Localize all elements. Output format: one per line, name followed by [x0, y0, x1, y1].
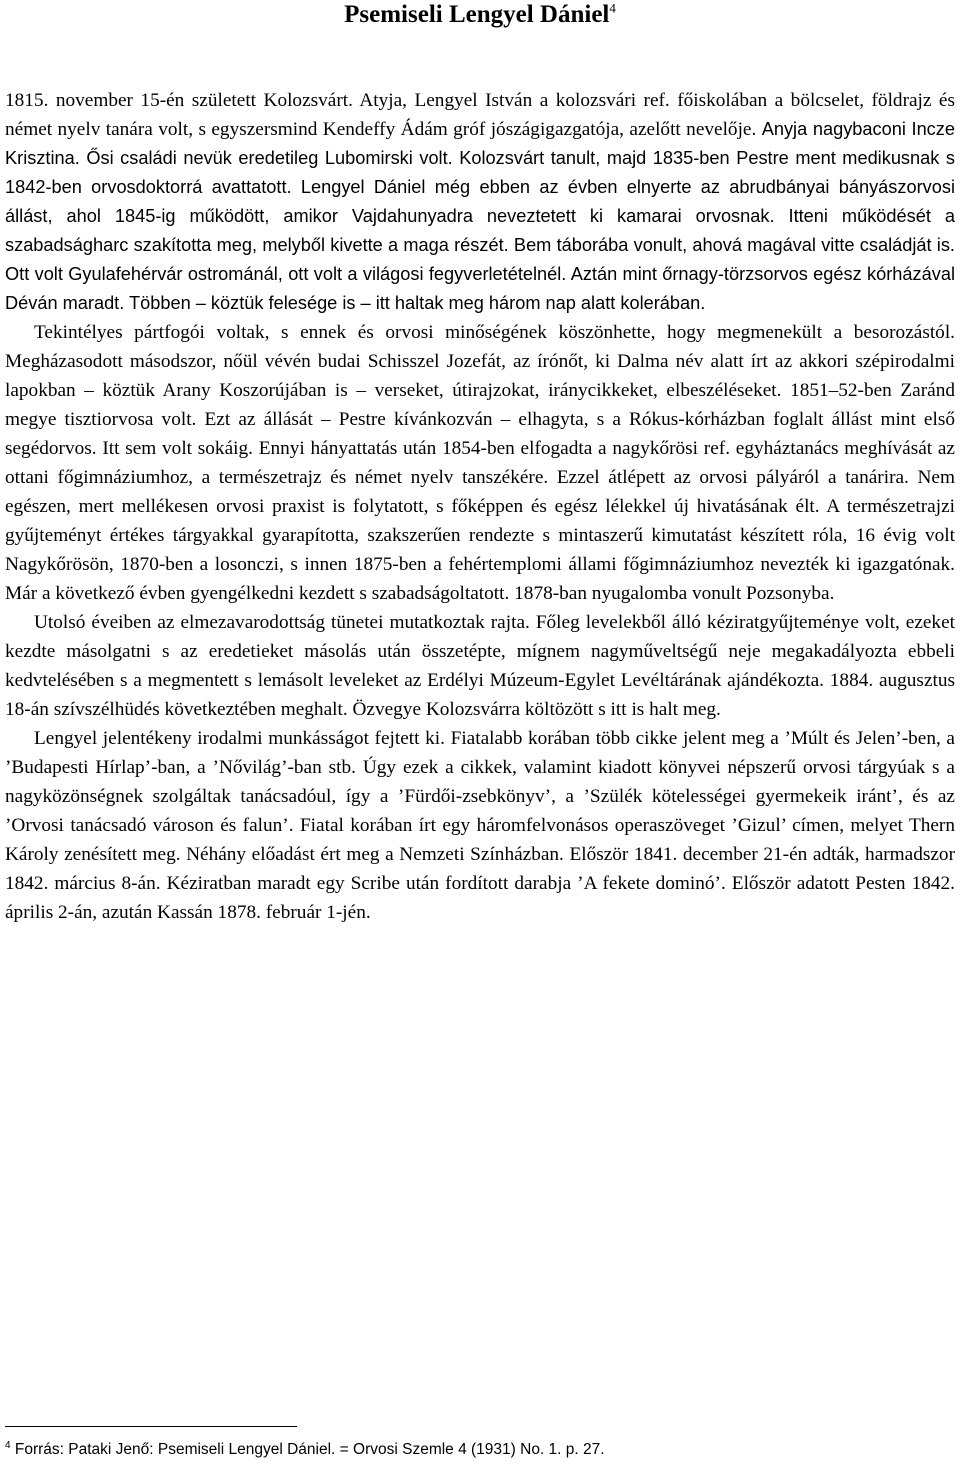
paragraph-literary-work	[5, 724, 955, 927]
paragraph-marriage-and-teaching	[5, 318, 955, 608]
paragraph-segment: Lengyel jelentékeny irodalmi munkásságot fejtett ki. Fiatalabb korában több cikke jelent meg a ’Múlt és Jelen’-ben, a ’Budapesti Hírlap’-ban, a ’Nővilág’-ban stb. Úgy ezek a cikkek, valamint kiadott könyvei népszerű orvosi tárgyúak s a nagyközönségnek szolgáltak tanácsadóul, így a ’Fürdői-zsebkönyv’, a ’Szülék kötelességei gyermekeik iránt’, és az ’Orvosi tanácsadó városon és falun’. Fiatal korában írt egy háromfelvonásos operaszöveget ’Gizul’ címen, melyet Thern Károly zenésített meg. Néhány előadást ért meg a Nemzeti Színházban. Először 1841. december 21-én adták, harmadszor 1842. március 8-án. Kéziratban maradt egy Scribe után fordított darabja ’A fekete dominó’. Először adatott Pesten 1842. április 2-án, azután Kassán 1878. február 1-jén.	[5, 728, 955, 923]
paragraph-last-years	[5, 608, 955, 724]
paragraph-segment: Tekintélyes pártfogói voltak, s ennek és orvosi minőségének köszönhette, hogy megmenekült a besorozástól. Megházasodott másodszor, nőül vévén budai Schisszel Jozefát, az írónőt, ki Dalma név alatt írt az akkori szépirodalmi lapokban – köztük Arany Koszorújában is – verseket, útirajzokat, iránycikkeket, elbeszéléseket. 1851–52-ben Zaránd megye tisztiorvosa volt. Ezt az állását – Pestre kívánkozván – elhagyta, s a Rókus-kórházban foglalt állást mint első segédorvos. Itt sem volt sokáig. Ennyi hányattatás után 1854-ben elfogadta a nagykőrösi ref. egyháztanács meghívását az ottani főgimnáziumhoz, a természetrajz és német nyelv tanszékére. Ezzel átlépett az orvosi pályáról a tanárira. Nem egészen, mert mellékesen orvosi praxist is folytatott, s főképpen és egész lélekkel új hivatásának élt. A természetrajzi gyűjteményt értékes tárgyakkal gyarapította, szakszerűen rendezte s mintaszerű kimutatást készített róla, 16 évig volt Nagykőrösön, 1870-ben a losonczi, s innen 1875-ben a fehértemplomi állami főgimnáziumhoz nevezték ki igazgatónak. Már a következő évben gyengélkedni kezdett s szabadságoltatott. 1878-ban nyugalomba vonult Pozsonyba.	[5, 322, 955, 604]
footnote-text: Forrás: Pataki Jenő: Psemiseli Lengyel Dániel. = Orvosi Szemle 4 (1931) No. 1. p. 27.	[10, 1441, 605, 1458]
paragraph-segment: Utolsó éveiben az elmezavarodottság tünetei mutatkoztak rajta. Főleg levelekből álló kéziratgyűjteménye volt, ezeket kezdte másolgatni s az eredetieket másolás után összetépte, mígnem nagyműveltségű neje megakadályozta ebbeli kedvtelésében s a megmentett s lemásolt leveleket az Erdélyi Múzeum-Egylet Levéltárának ajándékozta. 1884. augusztus 18-án szívszélhüdés következtében meghalt. Özvegye Kolozsvárra költözött s itt is halt meg.	[5, 612, 955, 720]
title-footnote-mark: 4	[609, 0, 616, 16]
paragraph-birth-and-career	[5, 86, 955, 318]
paragraph-segment: Anyja nagybaconi Incze Krisztina. Ősi családi nevük eredetileg Lubomirski volt. Kolozsvárt tanult, majd 1835-ben Pestre ment medikusnak s 1842-ben orvosdoktorrá avattatott. Lengyel Dániel még ebben az évben elnyerte az abrudbányai bányászorvosi állást, ahol 1845-ig működött, amikor Vajdahunyadra neveztetett ki kamarai orvosnak. Itteni működését a szabadságharc szakította meg, melyből kivette a maga részét. Bem táborába vonult, ahová magával vitte családját is. Ott volt Gyulafehérvár ostrománál, ott volt a világosi fegyverletételnél. Aztán mint őrnagy-törzsorvos egész kórházával Déván maradt. Többen – köztük felesége is – itt haltak meg három nap alatt kolerában.	[5, 119, 955, 313]
page-title	[0, 0, 960, 30]
title-text: Psemiseli Lengyel Dániel	[344, 1, 610, 28]
paragraph-segment: 1815. november 15-én született Kolozsvárt. Atyja, Lengyel István a kolozsvári ref. főiskolában a bölcselet, földrajz és német nyelv tanára volt, s egyszersmind Kendeffy Ádám gróf jószágigazgatója, azelőtt nevelője.	[5, 90, 955, 140]
footnote	[5, 1440, 955, 1460]
article-body	[5, 86, 955, 927]
footnote-separator	[5, 1426, 297, 1427]
footnote-mark: 4	[5, 1439, 11, 1451]
